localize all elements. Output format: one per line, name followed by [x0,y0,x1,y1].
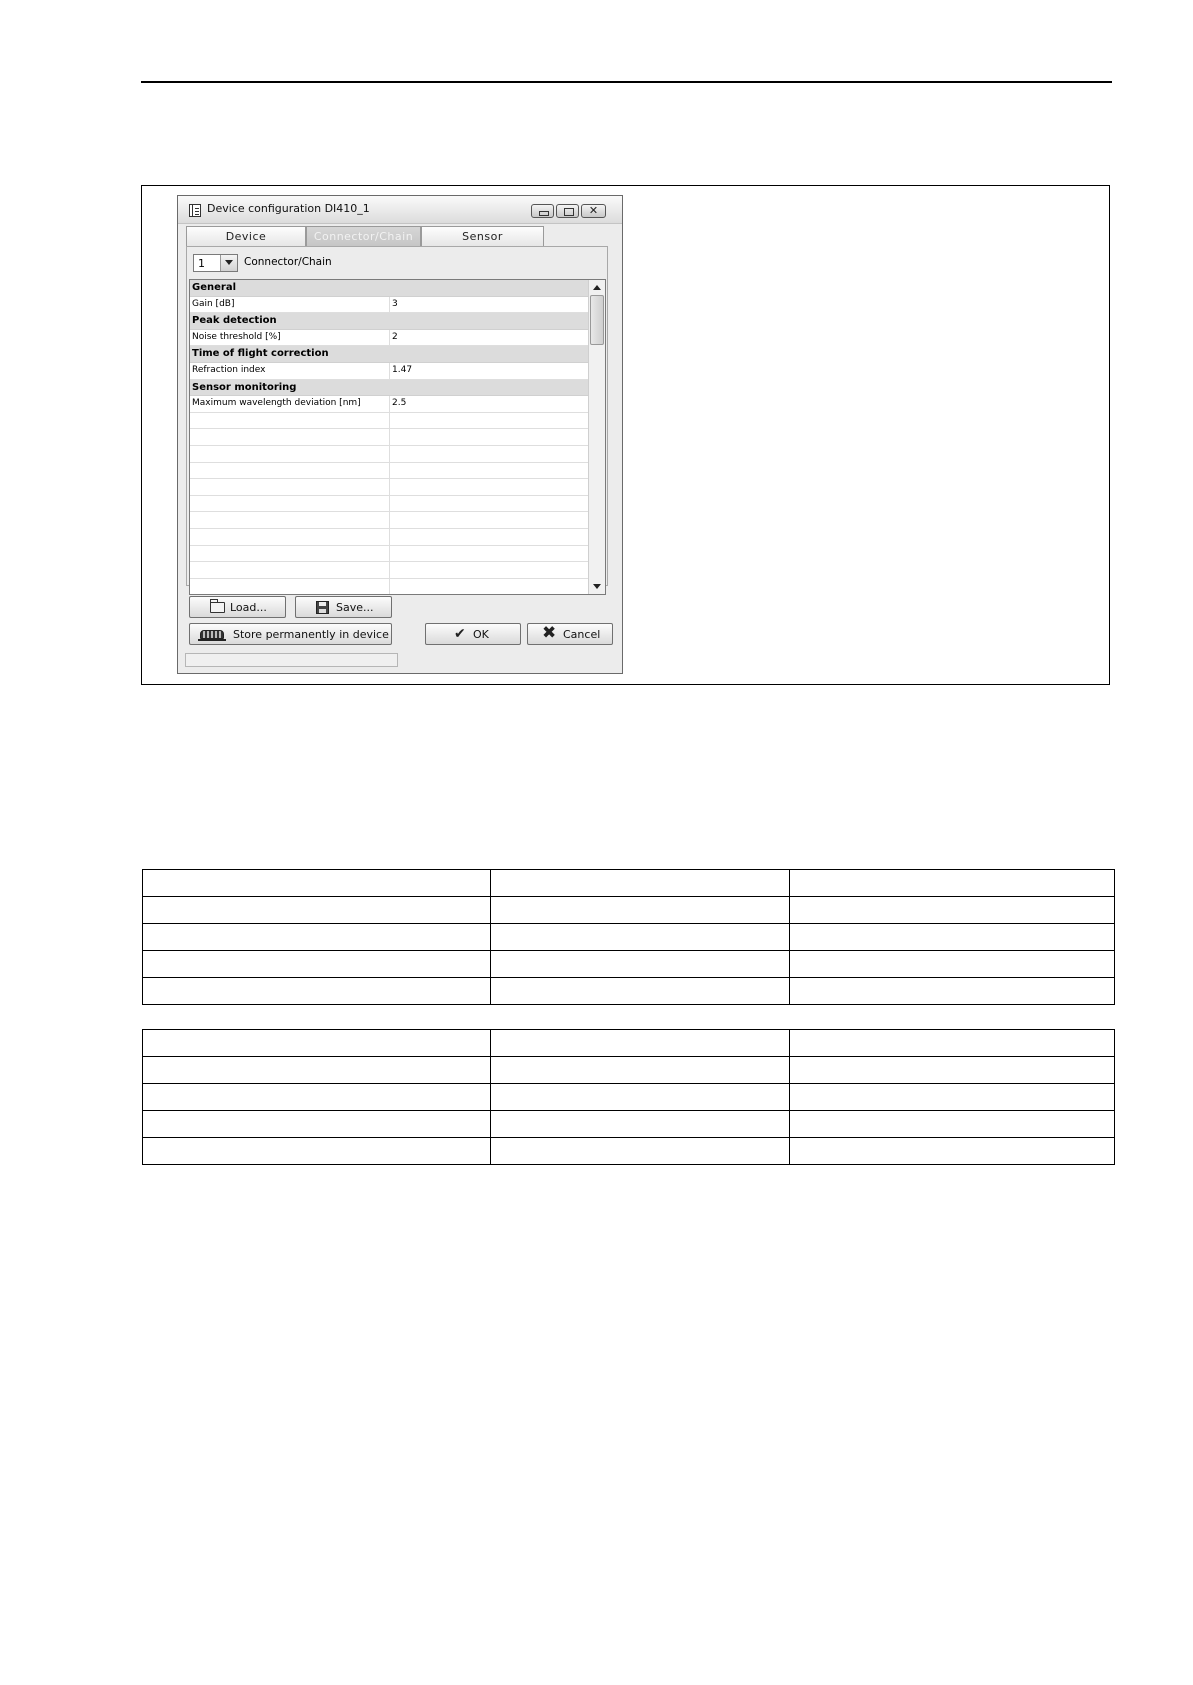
grid-empty-row [190,463,589,480]
window-title: Device configuration DI410_1 [207,202,370,215]
checkmark-icon: ✔ [454,626,466,642]
param-name: Maximum wavelength deviation [nm] [192,398,361,409]
table-cell [143,978,491,1005]
save-label: Save... [336,601,374,614]
chevron-down-icon[interactable] [220,255,237,271]
tab-sensor[interactable]: Sensor [421,226,544,246]
load-button[interactable] [189,596,286,618]
table-cell [143,1084,491,1111]
table-row [143,1138,1115,1165]
app-icon [189,204,201,217]
empty-table-2 [142,1029,1115,1165]
status-bar [185,653,398,667]
param-value[interactable]: 2 [392,331,398,342]
table-row [143,978,1115,1005]
table-row [143,924,1115,951]
connector-chain-dropdown[interactable] [193,254,238,272]
scroll-thumb[interactable] [590,295,604,345]
grid-empty-row [190,446,589,463]
table-cell [143,1138,491,1165]
table-cell [790,897,1115,924]
save-button[interactable] [295,596,392,618]
grid-param-row[interactable] [190,396,589,413]
tab-bar [186,226,606,246]
grid-param-row[interactable] [190,330,589,347]
table-cell [491,1138,790,1165]
table-row [143,1084,1115,1111]
grid-empty-row [190,579,589,595]
table-cell [491,1030,790,1057]
close-icon: ✕ [588,204,599,217]
table-cell [143,1030,491,1057]
grid-empty-row [190,429,589,446]
table-cell [790,1030,1115,1057]
maximize-button[interactable] [556,204,579,218]
tab-device[interactable]: Device [186,226,306,246]
connector-chain-label: Connector/Chain [244,256,332,268]
ok-label: OK [473,628,489,641]
table-row [143,870,1115,897]
section-title: Sensor monitoring [192,381,297,393]
grid-empty-row [190,529,589,546]
table-row [143,897,1115,924]
cross-icon: ✖ [542,623,557,643]
minimize-button[interactable] [531,204,554,218]
store-permanently-button[interactable] [189,623,392,645]
dropdown-value: 1 [198,257,205,270]
param-name: Noise threshold [%] [192,331,281,342]
grid-param-row[interactable] [190,363,589,380]
grid-empty-row [190,546,589,563]
grid-empty-row [190,562,589,579]
table-cell [491,1084,790,1111]
section-title: Time of flight correction [192,348,329,360]
floppy-disk-icon [316,601,329,614]
section-title: Peak detection [192,315,277,327]
table-cell [491,924,790,951]
section-title: General [192,282,236,293]
folder-icon [210,602,225,613]
cancel-button[interactable] [527,623,613,645]
device-icon [198,627,226,642]
table-cell [491,978,790,1005]
scroll-down-icon[interactable] [589,579,605,594]
grid-empty-row [190,496,589,513]
table-cell [143,897,491,924]
table-cell [790,978,1115,1005]
table-cell [143,870,491,897]
grid-empty-row [190,512,589,529]
table-cell [790,1111,1115,1138]
table-row [143,1030,1115,1057]
param-name: Refraction index [192,364,266,375]
scroll-up-icon[interactable] [589,280,605,295]
table-cell [491,870,790,897]
param-value[interactable]: 1.47 [392,364,413,375]
param-name: Gain [dB] [192,298,235,309]
table-cell [790,870,1115,897]
title-bar[interactable] [178,196,622,224]
table-row [143,951,1115,978]
store-label: Store permanently in device [233,628,389,641]
device-configuration-dialog [177,195,623,674]
minimize-icon [532,205,553,217]
table-cell [143,951,491,978]
table-cell [491,897,790,924]
grid-section-header[interactable] [190,346,589,363]
grid-section-header[interactable] [190,380,589,397]
tab-connector-chain[interactable]: Connector/Chain [306,226,421,246]
ok-button[interactable] [425,623,521,645]
top-rule [141,81,1112,83]
vertical-scrollbar[interactable] [588,280,605,594]
table-row [143,1057,1115,1084]
grid-empty-row [190,413,589,430]
table-row [143,1111,1115,1138]
grid-rows [190,280,589,595]
maximize-icon [557,205,578,217]
table-cell [790,1057,1115,1084]
parameter-grid [189,279,606,595]
table-cell [790,1138,1115,1165]
param-value[interactable]: 2.5 [392,398,407,409]
table-cell [790,924,1115,951]
table-cell [790,1084,1115,1111]
table-cell [143,1057,491,1084]
cancel-label: Cancel [563,628,601,641]
connector-chain-panel [186,246,608,586]
grid-param-row[interactable] [190,297,589,314]
table-cell [491,1111,790,1138]
close-button[interactable] [581,204,606,218]
table-cell [143,924,491,951]
table-cell [143,1111,491,1138]
table-cell [491,951,790,978]
table-cell [491,1057,790,1084]
grid-section-header[interactable] [190,280,589,297]
table-cell [790,951,1115,978]
param-value[interactable]: 3 [392,298,398,309]
load-label: Load... [230,601,267,614]
grid-section-header[interactable] [190,313,589,330]
empty-table-1 [142,869,1115,1005]
grid-empty-row [190,479,589,496]
